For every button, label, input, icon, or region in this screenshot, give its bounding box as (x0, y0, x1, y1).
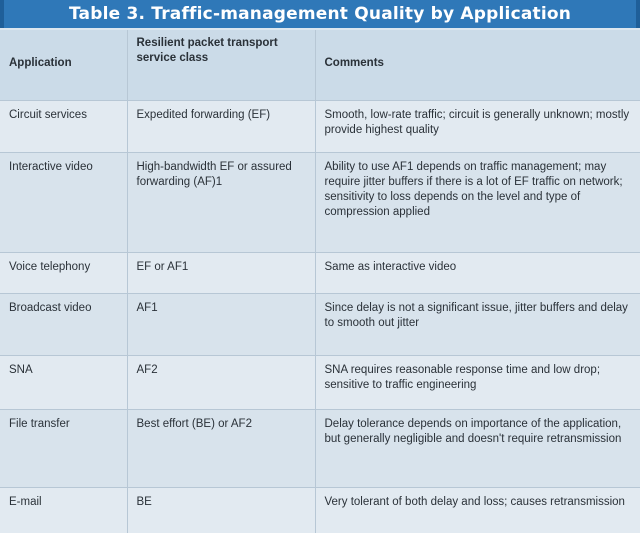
cell-application: SNA (0, 355, 127, 409)
cell-application: E-mail (0, 487, 127, 533)
table-row (0, 355, 640, 409)
table-title-text: Table 3. Traffic-management Quality by Application (68, 4, 572, 24)
cell-comments: Ability to use AF1 depends on traffic management; may require jitter buffers if there is a lot of EF traffic on network; sensitivity to loss depends on the level and type of compression applied (315, 152, 640, 252)
cell-service-class: BE (127, 487, 315, 533)
cell-service-class: Best effort (BE) or AF2 (127, 409, 315, 487)
cell-comments: Very tolerant of both delay and loss; causes retransmission (315, 487, 640, 533)
table-row (0, 100, 640, 152)
cell-application: File transfer (0, 409, 127, 487)
table-row (0, 409, 640, 487)
table-title (0, 0, 640, 28)
table-row (0, 252, 640, 293)
header-comments: Comments (315, 30, 640, 100)
title-edge-left (0, 0, 4, 28)
cell-service-class: AF1 (127, 293, 315, 355)
table-row (0, 487, 640, 533)
traffic-quality-table (0, 30, 640, 533)
header-service-class: Resilient packet transport service class (127, 30, 315, 100)
cell-application: Broadcast video (0, 293, 127, 355)
cell-application: Interactive video (0, 152, 127, 252)
cell-service-class: EF or AF1 (127, 252, 315, 293)
table-row (0, 293, 640, 355)
cell-comments: SNA requires reasonable response time and low drop; sensitive to traffic engineering (315, 355, 640, 409)
cell-comments: Smooth, low-rate traffic; circuit is generally unknown; mostly provide highest quality (315, 100, 640, 152)
cell-comments: Since delay is not a significant issue, jitter buffers and delay to smooth out jitter (315, 293, 640, 355)
table-row (0, 152, 640, 252)
cell-comments: Same as interactive video (315, 252, 640, 293)
cell-service-class: High-bandwidth EF or assured forwarding (AF)1 (127, 152, 315, 252)
cell-application: Circuit services (0, 100, 127, 152)
cell-comments: Delay tolerance depends on importance of the application, but generally negligible and doesn't require retransmission (315, 409, 640, 487)
cell-service-class: Expedited forwarding (EF) (127, 100, 315, 152)
header-application: Application (0, 30, 127, 100)
cell-application: Voice telephony (0, 252, 127, 293)
title-edge-right (636, 0, 640, 28)
cell-service-class: AF2 (127, 355, 315, 409)
header-row (0, 30, 640, 100)
